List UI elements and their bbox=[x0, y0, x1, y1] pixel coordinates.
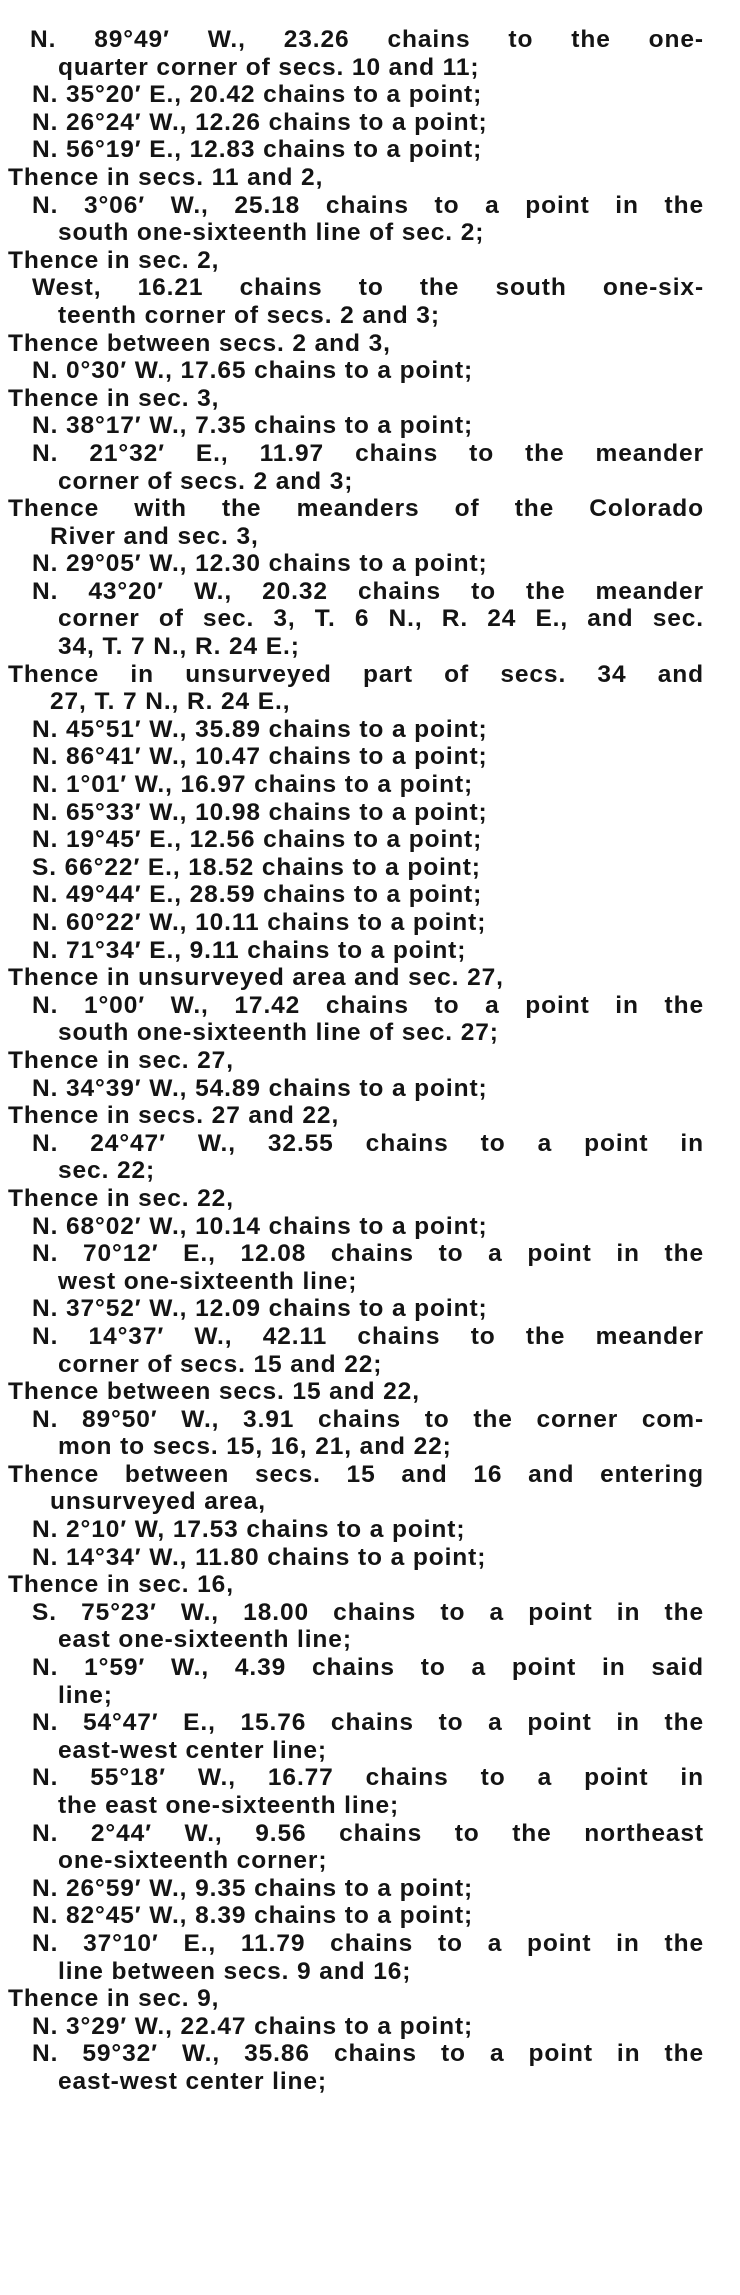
course-line: N. 2°10′ W, 17.53 chains to a point; bbox=[32, 1516, 466, 1544]
course-line: N. 55°18′ W., 16.77 chains to a point in bbox=[32, 1764, 704, 1792]
course-line: N. 26°59′ W., 9.35 chains to a point; bbox=[32, 1874, 474, 1902]
thence-line: Thence between secs. 15 and 16 and entering bbox=[8, 1460, 704, 1488]
course-line: 34, T. 7 N., R. 24 E.; bbox=[58, 633, 300, 661]
course-line: east-west center line; bbox=[58, 1736, 327, 1764]
course-line: east one-sixteenth line; bbox=[58, 1626, 352, 1654]
course-line: mon to secs. 15, 16, 21, and 22; bbox=[58, 1433, 452, 1461]
thence-line: Thence in sec. 16, bbox=[8, 1571, 234, 1599]
thence-line: Thence with the meanders of the Colorado bbox=[8, 495, 704, 523]
course-line: N. 82°45′ W., 8.39 chains to a point; bbox=[32, 1902, 474, 1930]
thence-line: Thence in unsurveyed part of secs. 34 and bbox=[8, 660, 704, 688]
course-line: N. 34°39′ W., 54.89 chains to a point; bbox=[32, 1074, 488, 1102]
course-line: N. 37°52′ W., 12.09 chains to a point; bbox=[32, 1295, 488, 1323]
course-line: south one-sixteenth line of sec. 27; bbox=[58, 1019, 499, 1047]
course-line: line between secs. 9 and 16; bbox=[58, 1957, 412, 1985]
course-line: N. 3°06′ W., 25.18 chains to a point in the bbox=[32, 191, 704, 219]
thence-line: Thence in secs. 11 and 2, bbox=[8, 163, 324, 191]
thence-line: Thence in sec. 22, bbox=[8, 1184, 234, 1212]
course-line: N. 68°02′ W., 10.14 chains to a point; bbox=[32, 1212, 488, 1240]
course-line: corner of secs. 2 and 3; bbox=[58, 467, 354, 495]
thence-line: Thence in unsurveyed area and sec. 27, bbox=[8, 964, 504, 992]
course-line: N. 24°47′ W., 32.55 chains to a point in bbox=[32, 1129, 704, 1157]
course-line: quarter corner of secs. 10 and 11; bbox=[58, 53, 480, 81]
course-line: one-sixteenth corner; bbox=[58, 1847, 328, 1875]
course-line: N. 3°29′ W., 22.47 chains to a point; bbox=[32, 2012, 474, 2040]
course-line: N. 38°17′ W., 7.35 chains to a point; bbox=[32, 412, 474, 440]
course-line: N. 26°24′ W., 12.26 chains to a point; bbox=[32, 108, 488, 136]
course-line: N. 86°41′ W., 10.47 chains to a point; bbox=[32, 743, 488, 771]
course-line: N. 14°34′ W., 11.80 chains to a point; bbox=[32, 1543, 487, 1571]
course-line: N. 71°34′ E., 9.11 chains to a point; bbox=[32, 936, 467, 964]
course-line: corner of sec. 3, T. 6 N., R. 24 E., and sec. bbox=[58, 605, 704, 633]
course-line: west one-sixteenth line; bbox=[58, 1267, 358, 1295]
course-line: line; bbox=[58, 1681, 113, 1709]
course-line: teenth corner of secs. 2 and 3; bbox=[58, 301, 440, 329]
thence-line: River and sec. 3, bbox=[50, 522, 259, 550]
course-line: West, 16.21 chains to the south one-six- bbox=[32, 274, 704, 302]
course-line: N. 56°19′ E., 12.83 chains to a point; bbox=[32, 136, 483, 164]
course-line: N. 65°33′ W., 10.98 chains to a point; bbox=[32, 798, 488, 826]
thence-line: Thence in sec. 3, bbox=[8, 384, 220, 412]
thence-line: Thence in secs. 27 and 22, bbox=[8, 1102, 340, 1130]
course-line: N. 70°12′ E., 12.08 chains to a point in the bbox=[32, 1240, 704, 1268]
course-line: N. 29°05′ W., 12.30 chains to a point; bbox=[32, 550, 488, 578]
thence-line: Thence in sec. 2, bbox=[8, 246, 220, 274]
course-line: corner of secs. 15 and 22; bbox=[58, 1350, 383, 1378]
thence-line: Thence between secs. 2 and 3, bbox=[8, 329, 391, 357]
course-line: N. 1°00′ W., 17.42 chains to a point in the bbox=[32, 991, 704, 1019]
thence-line: unsurveyed area, bbox=[50, 1488, 266, 1516]
course-line: south one-sixteenth line of sec. 2; bbox=[58, 219, 485, 247]
course-line: N. 0°30′ W., 17.65 chains to a point; bbox=[32, 357, 474, 385]
course-line: N. 45°51′ W., 35.89 chains to a point; bbox=[32, 715, 488, 743]
course-line: N. 43°20′ W., 20.32 chains to the meander bbox=[32, 577, 704, 605]
thence-line: Thence in sec. 9, bbox=[8, 1985, 220, 2013]
course-line: N. 89°49′ W., 23.26 chains to the one- bbox=[30, 26, 704, 53]
course-line: N. 49°44′ E., 28.59 chains to a point; bbox=[32, 881, 483, 909]
course-line: S. 75°23′ W., 18.00 chains to a point in the bbox=[32, 1598, 704, 1626]
course-line: N. 19°45′ E., 12.56 chains to a point; bbox=[32, 826, 483, 854]
course-line: N. 59°32′ W., 35.86 chains to a point in the bbox=[32, 2040, 704, 2068]
course-line: N. 21°32′ E., 11.97 chains to the meander bbox=[32, 439, 704, 467]
thence-line: 27, T. 7 N., R. 24 E., bbox=[50, 688, 291, 716]
course-line: N. 1°59′ W., 4.39 chains to a point in said bbox=[32, 1654, 704, 1682]
course-line: N. 35°20′ E., 20.42 chains to a point; bbox=[32, 81, 483, 109]
course-line: S. 66°22′ E., 18.52 chains to a point; bbox=[32, 853, 481, 881]
course-line: N. 37°10′ E., 11.79 chains to a point in the bbox=[32, 1929, 704, 1957]
course-line: N. 2°44′ W., 9.56 chains to the northeast bbox=[32, 1819, 704, 1847]
course-line: the east one-sixteenth line; bbox=[58, 1792, 400, 1819]
course-line: sec. 22; bbox=[58, 1157, 156, 1185]
thence-line: Thence in sec. 27, bbox=[8, 1046, 234, 1074]
course-line: N. 89°50′ W., 3.91 chains to the corner com- bbox=[32, 1405, 704, 1433]
course-line: N. 60°22′ W., 10.11 chains to a point; bbox=[32, 909, 487, 936]
course-line: east-west center line; bbox=[58, 2067, 327, 2095]
course-line: N. 14°37′ W., 42.11 chains to the meander bbox=[32, 1322, 704, 1350]
course-line: N. 54°47′ E., 15.76 chains to a point in the bbox=[32, 1709, 704, 1737]
course-line: N. 1°01′ W., 16.97 chains to a point; bbox=[32, 771, 474, 799]
thence-line: Thence between secs. 15 and 22, bbox=[8, 1378, 420, 1406]
